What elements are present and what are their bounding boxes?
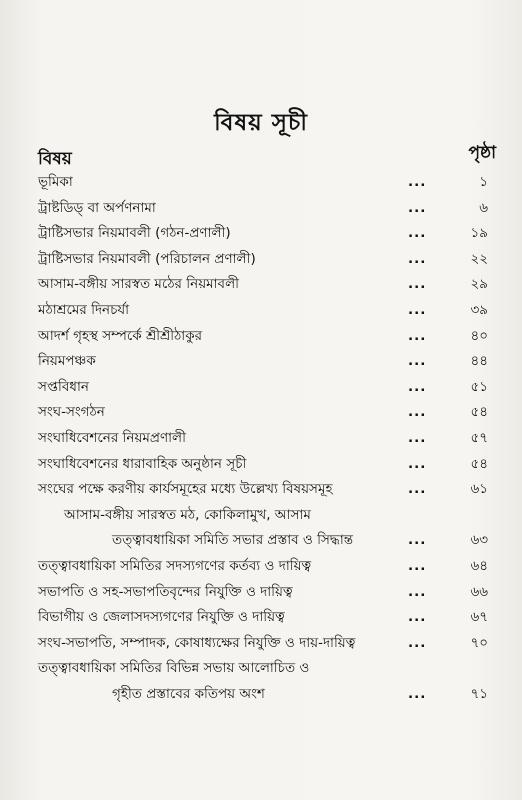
toc-entry-label: নিয়মপঞ্চক: [38, 353, 96, 370]
toc-page-number: ৫৭: [470, 429, 488, 446]
toc-entry-label: মঠাশ্রমের দিনচর্যা: [38, 301, 130, 318]
toc-entry: [0, 631, 522, 657]
toc-entry: [0, 349, 522, 375]
toc-entry: [0, 272, 522, 298]
toc-entry: [0, 170, 522, 196]
toc-entry-label: সপ্তবিধান: [38, 378, 89, 395]
toc-page-number: ৭১: [470, 685, 488, 702]
toc-page-number: ২২: [470, 250, 488, 267]
toc-entry-label: বিভাগীয় ও জেলাসদস্যগণের নিযুক্তি ও দায়িত্ব: [38, 609, 285, 626]
toc-entry-label: ভূমিকা: [38, 174, 73, 190]
toc-entry: [0, 375, 522, 401]
toc-entry: [0, 605, 522, 631]
toc-entry-label: ট্রাষ্টিসভার নিয়মাবলী (পরিচালন প্রণালী): [38, 250, 256, 267]
toc-entry: [0, 503, 522, 529]
toc-leader-dots: ...: [408, 199, 427, 216]
toc-page-number: ৬৪: [470, 557, 488, 574]
toc-page-number: ৫১: [470, 378, 488, 395]
toc-page-number: ৭০: [470, 634, 488, 651]
toc-entry-label: সভাপতি ও সহ-সভাপতিবৃন্দের নিযুক্তি ও দায়িত্ব: [38, 583, 293, 600]
toc-entry-label: তত্ত্বাবধায়িকা সমিতির বিভিন্ন সভায় আলোচিত ও: [38, 660, 310, 677]
toc-page-number: ১৯: [470, 225, 488, 242]
toc-entry: [0, 528, 522, 554]
toc-page-number: ৪৪: [470, 353, 488, 370]
toc-entry-label: আসাম-বঙ্গীয় সারস্বত মঠের নিয়মাবলী: [38, 276, 239, 293]
toc-entry-label: সংঘ-সভাপতি, সম্পাদক, কোষাধ্যক্ষের নিযুক্তি ও দায়-দায়িত্ব: [38, 634, 356, 651]
toc-entry-label: ট্রাষ্টডিড্ বা অর্পণনামা: [38, 199, 156, 216]
page-column-header: পৃষ্ঠা: [468, 143, 496, 163]
toc-entry: [0, 324, 522, 350]
toc-leader-dots: ...: [408, 481, 427, 498]
toc-page-number: ১: [479, 174, 488, 190]
toc-entry: [0, 656, 522, 682]
toc-entry-label: সংঘ-সংগঠন: [38, 404, 105, 421]
toc-leader-dots: ...: [408, 225, 427, 242]
toc-leader-dots: ...: [408, 455, 427, 472]
toc-page-number: ২৯: [470, 276, 488, 293]
toc-entry: [0, 580, 522, 606]
toc-leader-dots: ...: [408, 250, 427, 267]
toc-leader-dots: ...: [408, 378, 427, 395]
toc-entry-label: আসাম-বঙ্গীয় সারস্বত মঠ, কোকিলামুখ, আসাম: [64, 506, 311, 523]
toc-entry-label: আদর্শ গৃহস্থ সম্পর্কে শ্রীশ্রীঠাকুর: [38, 327, 203, 344]
toc-leader-dots: ...: [408, 532, 427, 549]
toc-entry: [0, 196, 522, 222]
toc-leader-dots: ...: [408, 174, 427, 190]
toc-entry-label: সংঘাধিবেশনের ধারাবাহিক অনুষ্ঠান সূচী: [38, 455, 247, 472]
toc-leader-dots: ...: [408, 276, 427, 293]
toc-entry-label: সংঘের পক্ষে করণীয় কার্যসমূহের মধ্যে উল্লেখ্য বিষয়সমূহ: [38, 481, 333, 498]
toc-entry: [0, 452, 522, 478]
toc-entry-label: তত্ত্বাবধায়িকা সমিতির সদস্যগণের কর্তব্য ও দায়িত্ব: [38, 557, 312, 574]
toc-entry: [0, 221, 522, 247]
toc-entry: [0, 298, 522, 324]
page-title: বিষয় সূচী: [214, 110, 308, 136]
toc-entry-label: গৃহীত প্রস্তাবের কতিপয় অংশ: [112, 685, 265, 702]
toc-leader-dots: ...: [408, 583, 427, 600]
toc-entry-label: ট্রাষ্টিসভার নিয়মাবলী (গঠন-প্রণালী): [38, 225, 231, 242]
toc-leader-dots: ...: [408, 685, 427, 702]
toc-entry: [0, 247, 522, 273]
toc-entry-label: সংঘাধিবেশনের নিয়মপ্রণালী: [38, 429, 186, 446]
toc-page-number: ৪০: [470, 327, 488, 344]
toc-entry: [0, 426, 522, 452]
toc-page-number: ৬: [479, 199, 488, 216]
toc-page-number: ৫৪: [470, 455, 488, 472]
toc-page-number: ৩৯: [470, 301, 488, 318]
toc-entry: [0, 477, 522, 503]
toc-leader-dots: ...: [408, 609, 427, 626]
toc-leader-dots: ...: [408, 327, 427, 344]
toc-entry-label: তত্ত্বাবধায়িকা সমিতি সভার প্রস্তাব ও সিদ্ধান্ত: [112, 532, 354, 549]
toc-page-number: ৬৬: [470, 583, 488, 600]
subject-column-header: বিষয়: [38, 149, 72, 169]
table-of-contents: [0, 170, 522, 707]
toc-leader-dots: ...: [408, 301, 427, 318]
toc-page-number: ৫৪: [470, 404, 488, 421]
toc-leader-dots: ...: [408, 634, 427, 651]
toc-page-number: ৬১: [470, 481, 488, 498]
toc-entry: [0, 682, 522, 708]
toc-page-number: ৬৩: [470, 532, 488, 549]
toc-entry: [0, 400, 522, 426]
toc-entry: [0, 554, 522, 580]
toc-page-number: ৬৭: [470, 609, 488, 626]
toc-leader-dots: ...: [408, 429, 427, 446]
toc-leader-dots: ...: [408, 353, 427, 370]
toc-leader-dots: ...: [408, 404, 427, 421]
toc-leader-dots: ...: [408, 557, 427, 574]
